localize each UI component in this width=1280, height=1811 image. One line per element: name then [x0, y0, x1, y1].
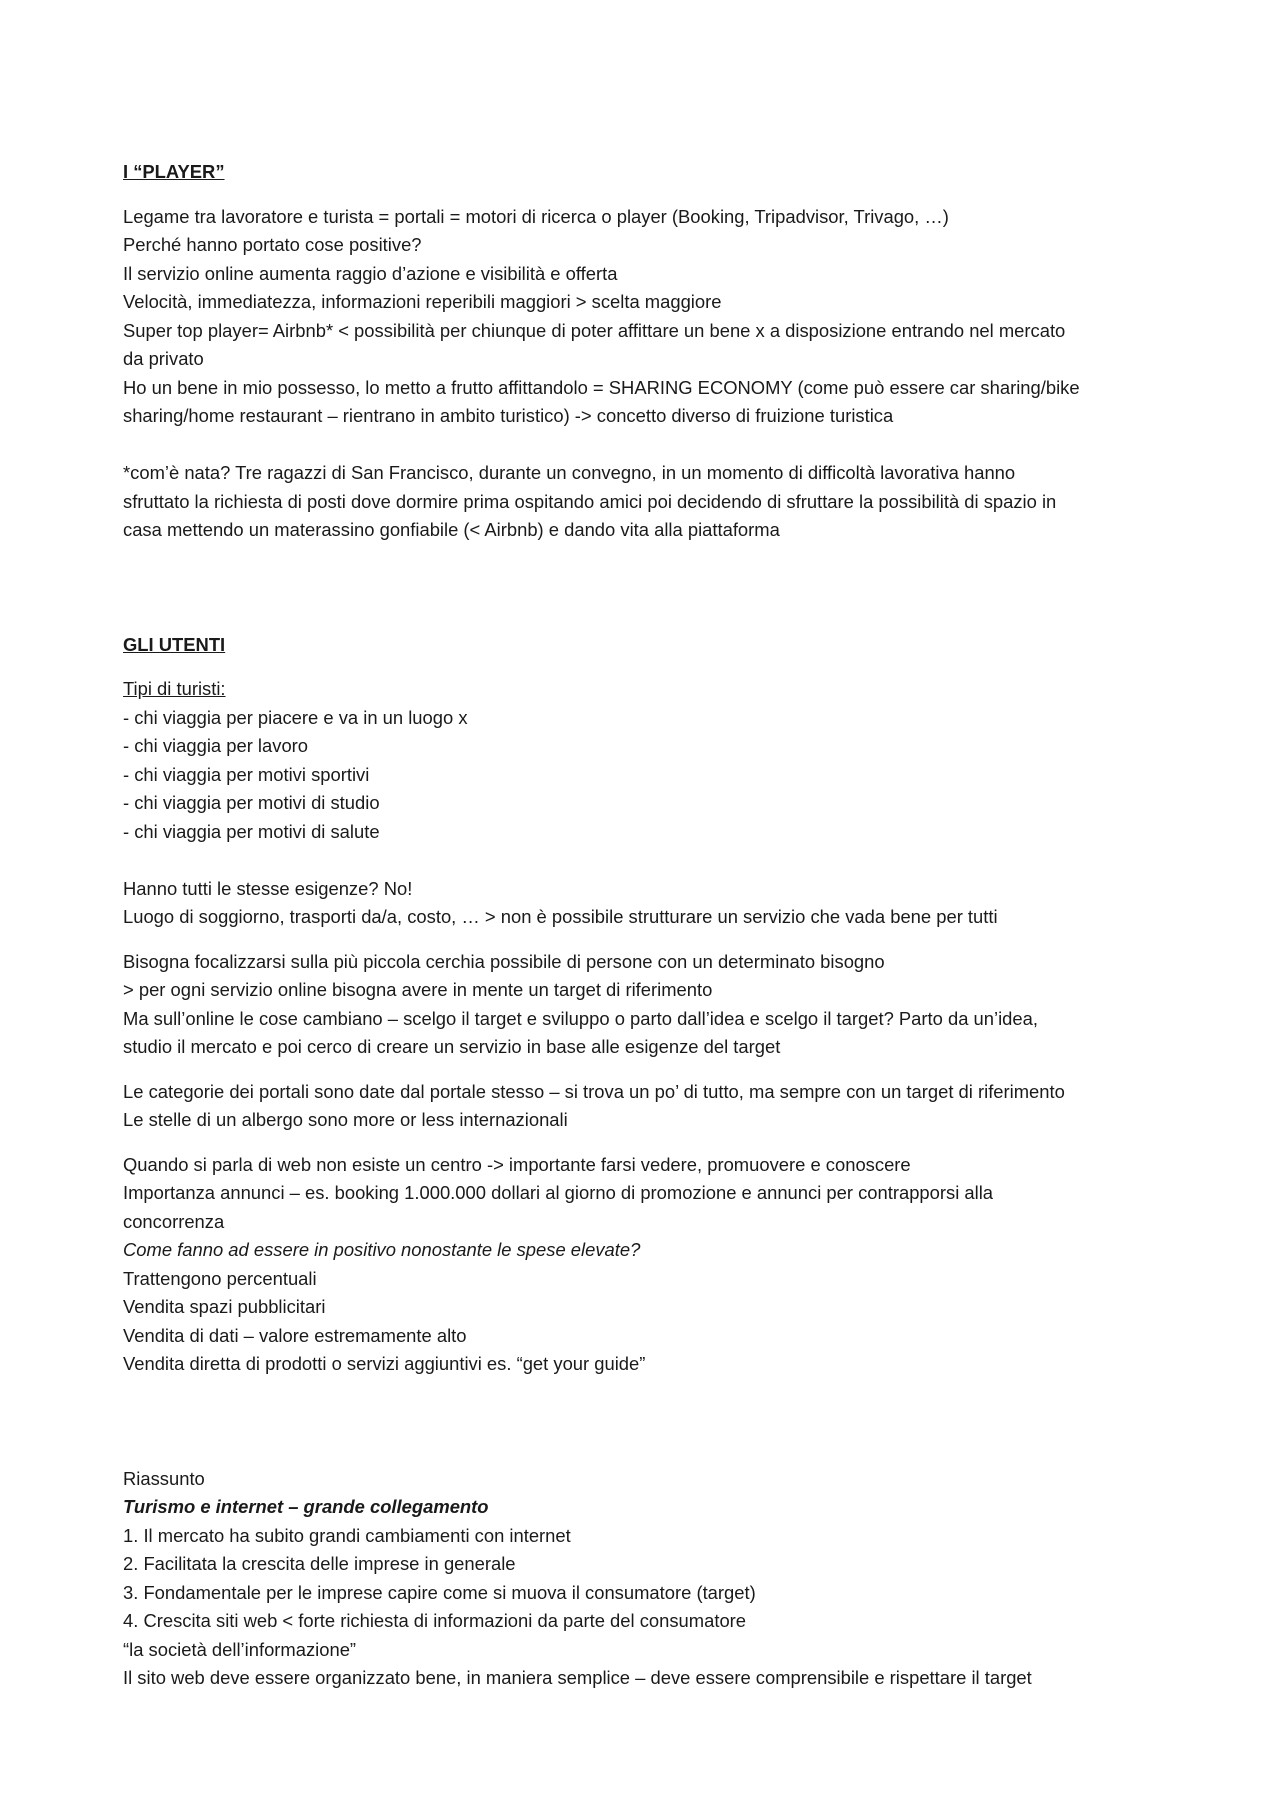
text-line: Velocità, immediatezza, informazioni reperibili maggiori > scelta maggiore: [123, 291, 722, 312]
list-subheading: Tipi di turisti:: [123, 678, 226, 699]
text-line: Hanno tutti le stesse esigenze? No!: [123, 877, 413, 899]
text-line: Bisogna focalizzarsi sulla più piccola cerchia possibile di persone con un determinato bisogno: [123, 950, 885, 972]
list-item: - chi viaggia per motivi di studio: [123, 792, 380, 813]
section-heading-player: I “PLAYER”: [123, 161, 225, 182]
text-line: Le categorie dei portali sono date dal portale stesso – si trova un po’ di tutto, ma sempre con un target di riferimento: [123, 1080, 1065, 1102]
text-line: concorrenza: [123, 1210, 225, 1232]
summary-item: 4. Crescita siti web < forte richiesta di informazioni da parte del consumatore: [123, 1610, 747, 1631]
text-line: Quando si parla di web non esiste un centro -> importante farsi vedere, promuovere e conoscere: [123, 1153, 911, 1175]
text-line: studio il mercato e poi cerco di creare un servizio in base alle esigenze del target: [123, 1036, 781, 1057]
player-paragraph: [123, 203, 1168, 431]
utenti-paragraph-1: [123, 875, 1168, 932]
list-item: - chi viaggia per lavoro: [123, 735, 309, 756]
text-line: sfruttato la richiesta di posti dove dormire prima ospitando amici poi decidendo di sfruttare la possibilità di spazio in: [123, 490, 1057, 512]
text-line: Perché hanno portato cose positive?: [123, 234, 422, 255]
summary-item: 1. Il mercato ha subito grandi cambiamenti con internet: [123, 1524, 571, 1546]
utenti-paragraph-4: [123, 1151, 1168, 1379]
text-line: Il servizio online aumenta raggio d’azione e visibilità e offerta: [123, 262, 618, 284]
summary-item: 2. Facilitata la crescita delle imprese in generale: [123, 1553, 516, 1574]
list-item: - chi viaggia per piacere e va in un luogo x: [123, 706, 468, 728]
text-line: Luogo di soggiorno, trasporti da/a, costo, … > non è possibile strutturare un servizio che vada bene per tutti: [123, 906, 998, 927]
text-line: “la società dell’informazione”: [123, 1638, 357, 1660]
summary-subheading: Turismo e internet – grande collegamento: [123, 1496, 489, 1517]
section-heading-utenti: GLI UTENTI: [123, 633, 226, 655]
question-line: Come fanno ad essere in positivo nonostante le spese elevate?: [123, 1239, 641, 1260]
text-line: Vendita di dati – valore estremamente alto: [123, 1324, 467, 1346]
text-line: Il sito web deve essere organizzato bene, in maniera semplice – deve essere comprensibile e rispettare il target: [123, 1667, 1032, 1688]
text-line: Le stelle di un albergo sono more or less internazionali: [123, 1109, 568, 1130]
text-line: Trattengono percentuali: [123, 1267, 317, 1289]
text-line: Legame tra lavoratore e turista = portali = motori di ricerca o player (Booking, Tripadvisor, Trivago, …): [123, 205, 949, 227]
document-page: [123, 158, 1168, 1693]
list-item: - chi viaggia per motivi sportivi: [123, 763, 370, 785]
text-line: Vendita diretta di prodotti o servizi aggiuntivi es. “get your guide”: [123, 1353, 646, 1374]
text-line: *com’è nata? Tre ragazzi di San Francisco, durante un convegno, in un momento di difficoltà lavorativa hanno: [123, 462, 1016, 483]
text-line: sharing/home restaurant – rientrano in ambito turistico) -> concetto diverso di fruizione turistica: [123, 405, 894, 426]
text-line: > per ogni servizio online bisogna avere in mente un target di riferimento: [123, 979, 713, 1000]
list-item: - chi viaggia per motivi di salute: [123, 820, 380, 842]
text-line: Ho un bene in mio possesso, lo metto a frutto affittandolo = SHARING ECONOMY (come può essere car sharing/bike: [123, 376, 1080, 398]
text-line: Ma sull’online le cose cambiano – scelgo il target e sviluppo o parto dall’idea e scelgo il target? Parto da un’idea,: [123, 1007, 1038, 1029]
text-line: casa mettendo un materassino gonfiabile (< Airbnb) e dando vita alla piattaforma: [123, 519, 780, 540]
tourist-types-list: [123, 675, 1168, 846]
text-line: Super top player= Airbnb* < possibilità per chiunque di poter affittare un bene x a disposizione entrando nel mercato: [123, 319, 1066, 341]
text-line: Importanza annunci – es. booking 1.000.000 dollari al giorno di promozione e annunci per contrapporsi alla: [123, 1182, 994, 1203]
summary-item: 3. Fondamentale per le imprese capire come si muova il consumatore (target): [123, 1581, 756, 1603]
utenti-paragraph-3: [123, 1078, 1168, 1135]
utenti-paragraph-2: [123, 948, 1168, 1062]
text-line: Vendita spazi pubblicitari: [123, 1296, 326, 1317]
summary-heading: Riassunto: [123, 1467, 205, 1489]
player-note-paragraph: [123, 459, 1168, 545]
summary-section: [123, 1465, 1168, 1693]
text-line: da privato: [123, 348, 204, 369]
